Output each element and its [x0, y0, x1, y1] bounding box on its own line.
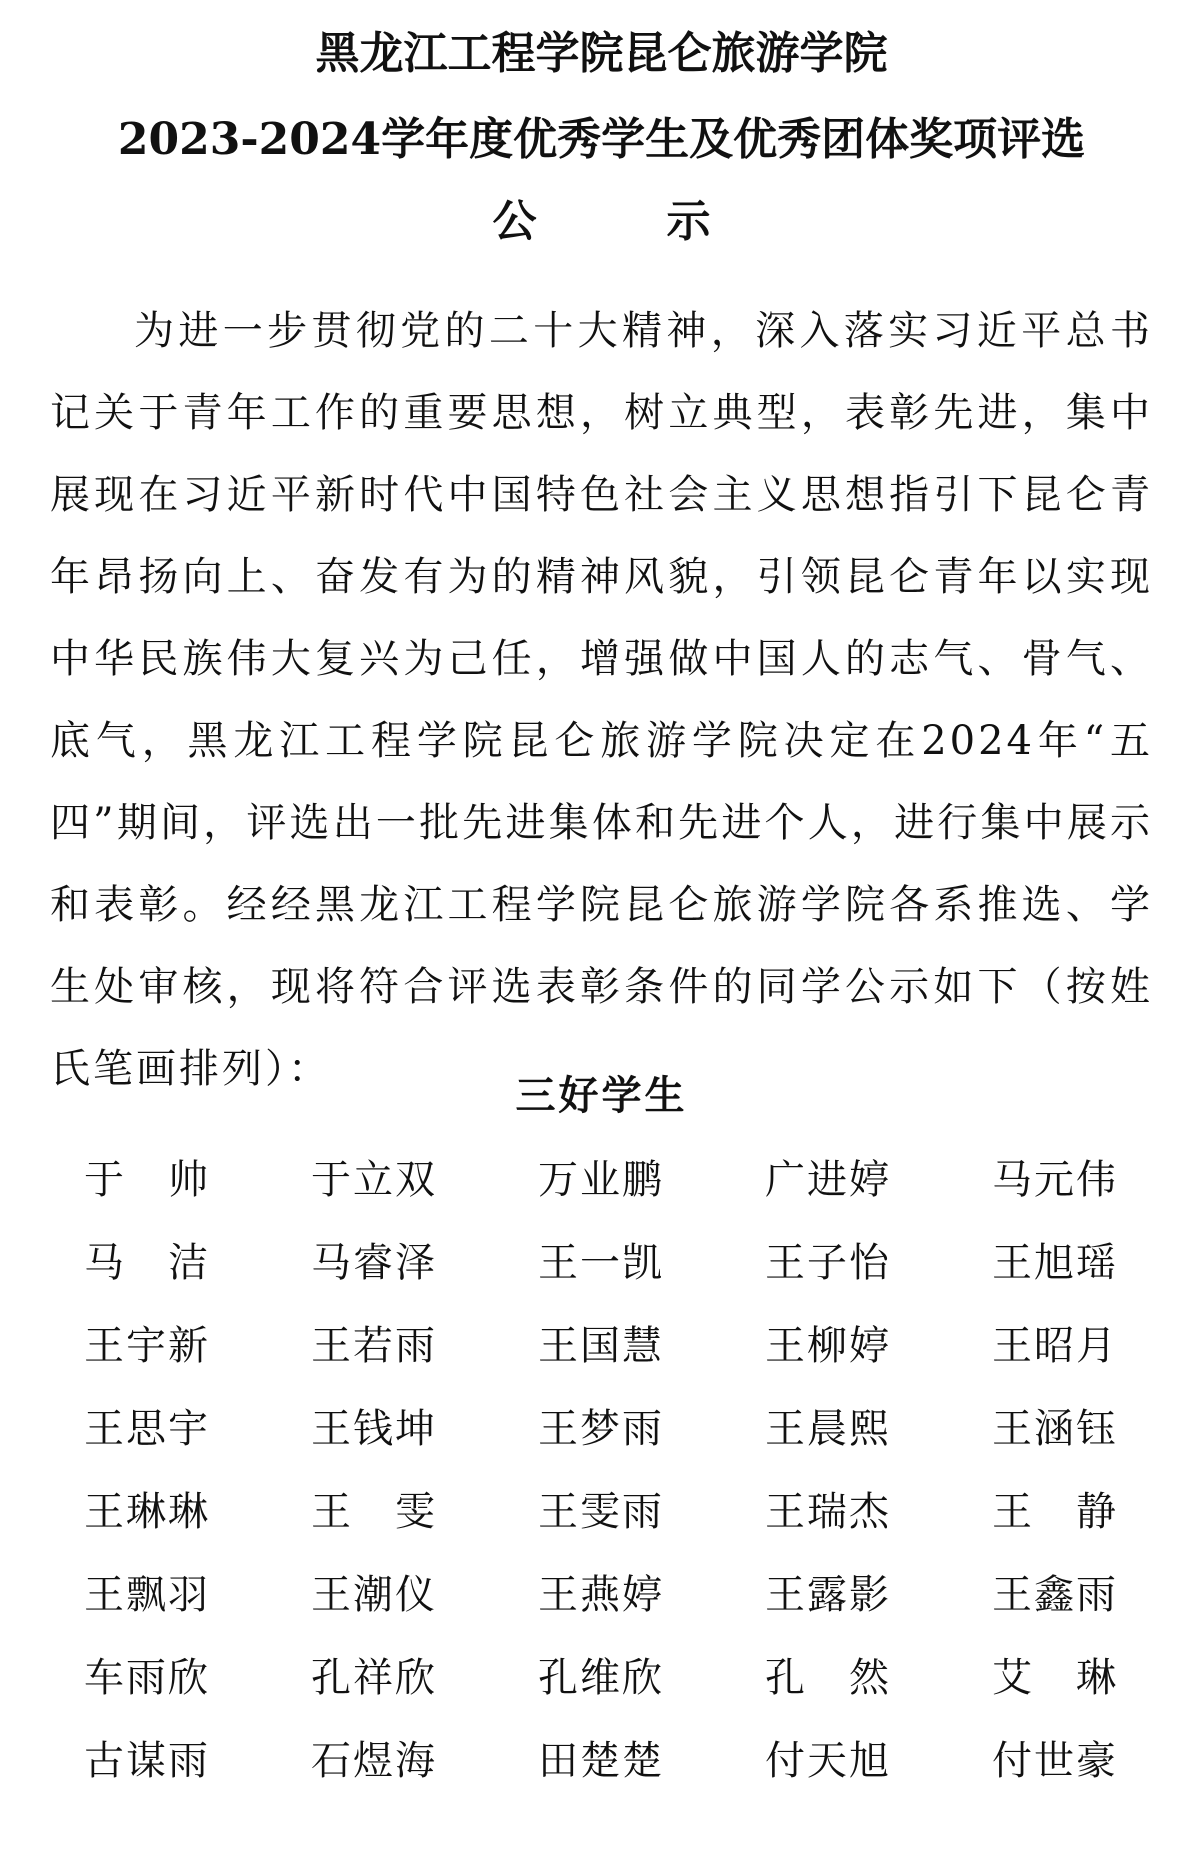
student-name: 王鑫雨 — [992, 1572, 1116, 1618]
student-name: 王雯雨 — [538, 1489, 662, 1535]
section-title: 三好学生 — [515, 1072, 688, 1119]
student-name: 孔祥欣 — [311, 1655, 435, 1701]
student-name: 王钱坤 — [311, 1406, 435, 1452]
student-name: 王旭瑶 — [992, 1240, 1116, 1286]
intro-paragraph: 为进一步贯彻党的二十大精神，深入落实习近平总书记关于青年工作的重要思想，树立典型，表彰先进，集中展现在习近平新时代中国特色社会主义思想指引下昆仑青年昂扬向上、奋发有为的精神风貌，引领昆仑青年以实现中华民族伟大复兴为己任，增强做中国人的志气、骨气、底气，黑龙江工程学院昆仑旅游学院决定在2024年“五四”期间，评选出一批先进集体和先进个人，进行集中展示和表彰。经经黑龙江工程学院昆仑旅游学院各系推选、学生处审核，现将符合评选表彰条件的同学公示如下（按姓氏笔画排列）： — [50, 308, 1153, 1092]
name-list — [84, 1150, 1184, 1814]
student-name: 王瑞杰 — [765, 1489, 889, 1535]
student-name: 孔然 — [765, 1655, 889, 1701]
student-name: 马睿泽 — [311, 1240, 435, 1286]
student-name: 王子怡 — [765, 1240, 889, 1286]
student-name: 王露影 — [765, 1572, 889, 1618]
student-name: 艾琳 — [992, 1655, 1116, 1701]
student-name: 王雯 — [311, 1489, 435, 1535]
student-name: 王思宇 — [84, 1406, 208, 1452]
student-name: 王昭月 — [992, 1323, 1116, 1369]
student-name: 王燕婷 — [538, 1572, 662, 1618]
student-name: 孔维欣 — [538, 1655, 662, 1701]
student-name: 田楚楚 — [538, 1738, 662, 1784]
student-name: 王晨熙 — [765, 1406, 889, 1452]
student-name: 王静 — [992, 1489, 1116, 1535]
student-name: 王国慧 — [538, 1323, 662, 1369]
student-name: 石煜海 — [311, 1738, 435, 1784]
student-name: 王若雨 — [311, 1323, 435, 1369]
student-name: 王琳琳 — [84, 1489, 208, 1535]
student-name: 于立双 — [311, 1157, 435, 1203]
student-name: 万业鹏 — [538, 1157, 662, 1203]
student-name: 王飘羽 — [84, 1572, 208, 1618]
student-name: 王一凯 — [538, 1240, 662, 1286]
document-subtitle: 2023-2024学年度优秀学生及优秀团体奖项评选 — [117, 114, 1086, 165]
student-name: 付世豪 — [992, 1738, 1116, 1784]
student-name: 马元伟 — [992, 1157, 1116, 1203]
student-name: 王梦雨 — [538, 1406, 662, 1452]
student-name: 马洁 — [84, 1240, 208, 1286]
student-name: 车雨欣 — [84, 1655, 208, 1701]
student-name: 于帅 — [84, 1157, 208, 1203]
student-name: 王宇新 — [84, 1323, 208, 1369]
student-name: 王柳婷 — [765, 1323, 889, 1369]
document-title: 黑龙江工程学院昆仑旅游学院 — [315, 28, 888, 79]
student-name: 付天旭 — [765, 1738, 889, 1784]
announcement-heading: 公示 — [492, 196, 841, 247]
student-name: 广进婷 — [765, 1157, 889, 1203]
student-name: 王潮仪 — [311, 1572, 435, 1618]
student-name: 古谋雨 — [84, 1738, 208, 1784]
student-name: 王涵钰 — [992, 1406, 1116, 1452]
